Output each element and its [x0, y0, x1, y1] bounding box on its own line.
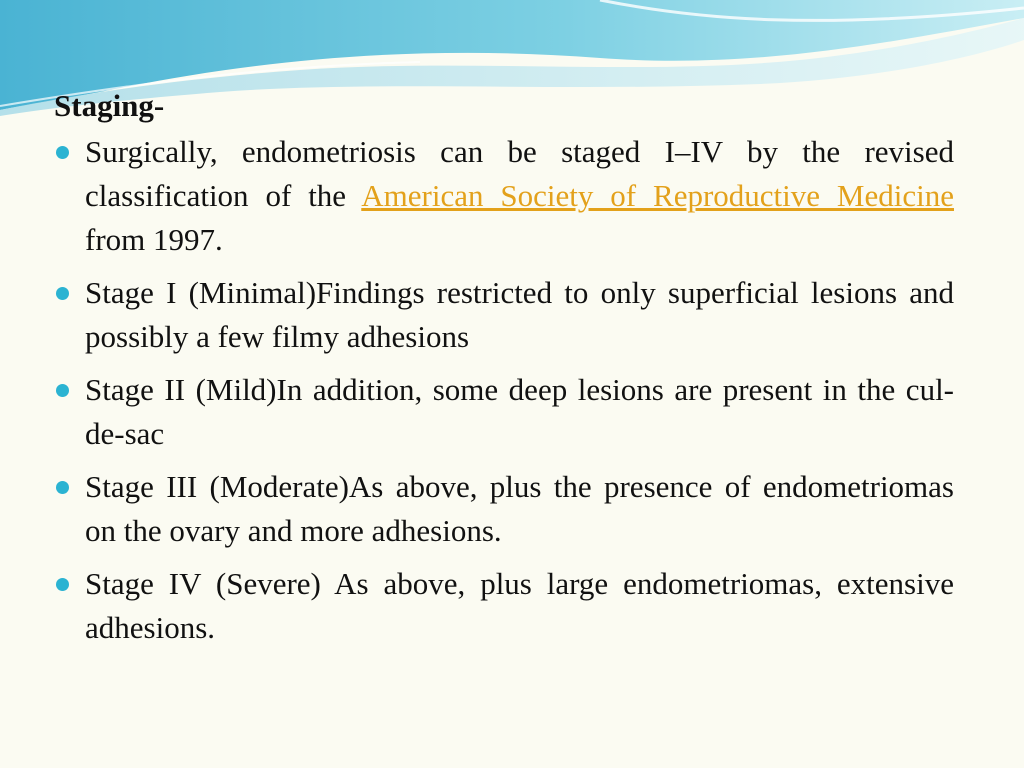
bullet-item-stage-4: [54, 562, 954, 650]
bullet-dot-icon: [56, 287, 69, 300]
bullet-item-stage-1: [54, 271, 954, 359]
bullet-dot-icon: [56, 481, 69, 494]
slide-content: [54, 84, 954, 659]
bullet-dot-icon: [56, 578, 69, 591]
bullet-item-stage-2: [54, 368, 954, 456]
bullet-item-asrm-classification: [54, 130, 954, 262]
slide-heading: Staging-: [54, 88, 165, 123]
bullet-text: Stage III (Moderate)As above, plus the presence of endometriomas on the ovary and more adhesions.: [85, 469, 954, 548]
bullet-dot-icon: [56, 146, 69, 159]
asrm-link[interactable]: American Society of Reproductive Medicine: [361, 178, 954, 213]
bullet-dot-icon: [56, 384, 69, 397]
bullet-list: [54, 130, 954, 650]
bullet-item-stage-3: [54, 465, 954, 553]
bullet-text-after: from 1997.: [85, 222, 223, 257]
bullet-text: Stage IV (Severe) As above, plus large endometriomas, extensive adhesions.: [85, 566, 954, 645]
bullet-text-before: Surgically, endometriosis can be staged I–IV by the revised classification of the: [85, 134, 954, 213]
bullet-text: Stage II (Mild)In addition, some deep lesions are present in the cul-de-sac: [85, 372, 954, 451]
bullet-text: Stage I (Minimal)Findings restricted to only superficial lesions and possibly a few filmy adhesions: [85, 275, 954, 354]
